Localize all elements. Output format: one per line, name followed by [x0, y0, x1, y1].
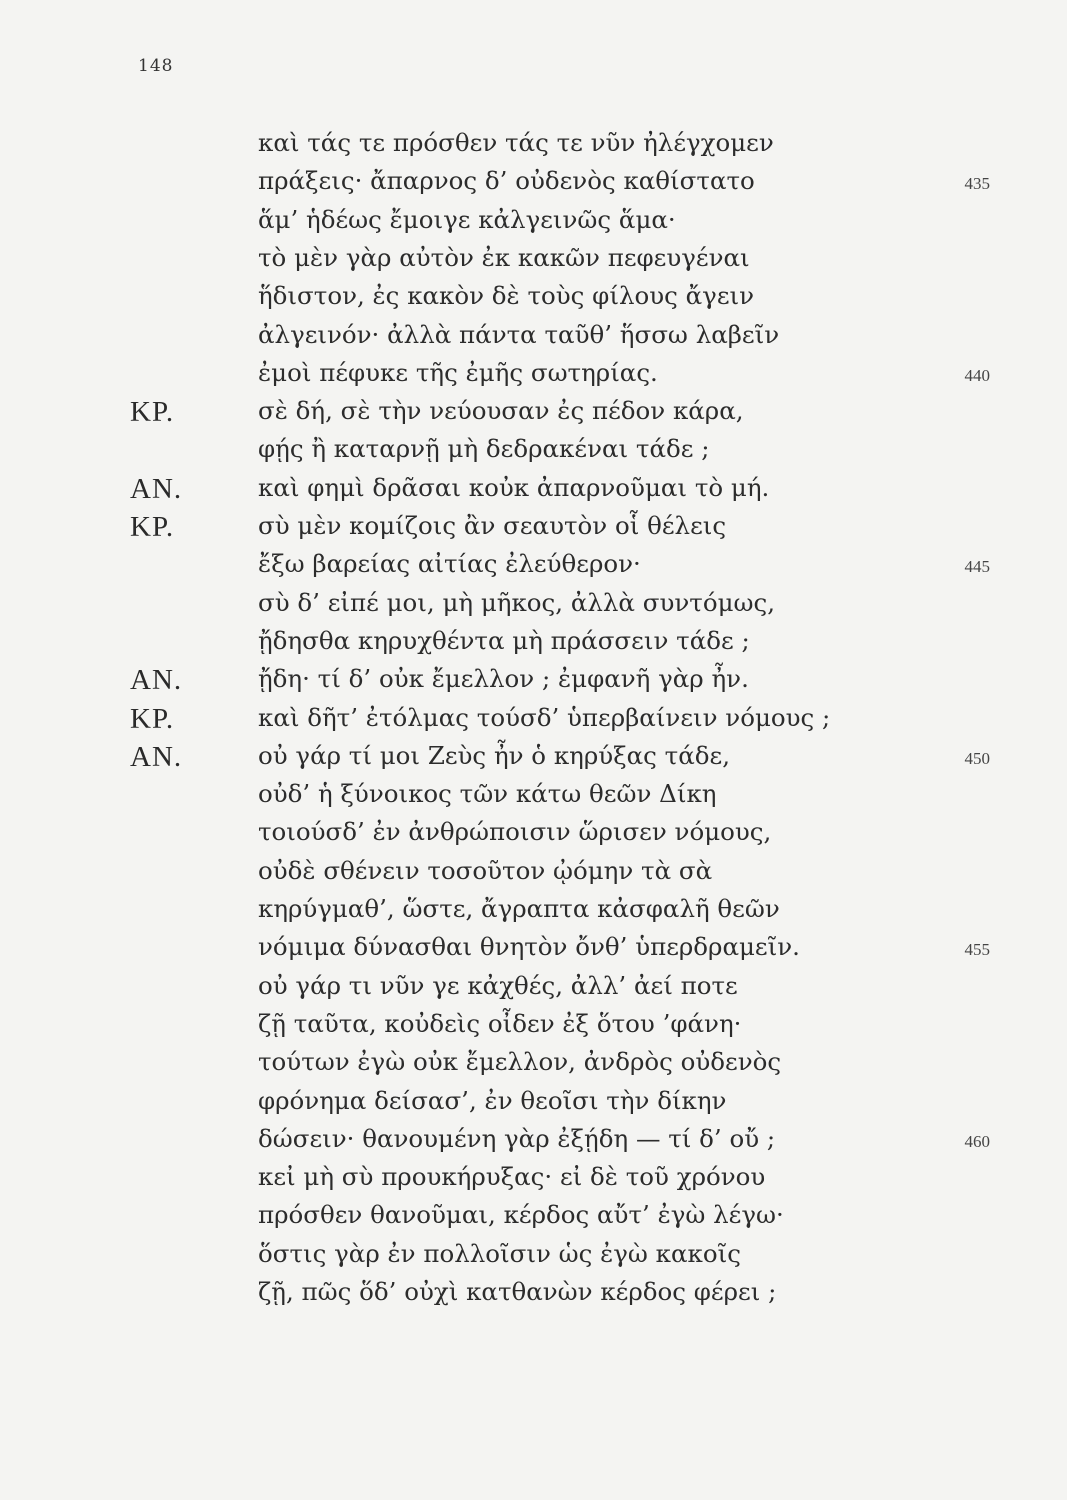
speaker-label: ΚΡ.	[130, 511, 175, 543]
verse-text: καὶ τάς τε πρόσθεν τάς τε νῦν ἠλέγχομεν	[258, 128, 774, 157]
verse-line	[0, 320, 1067, 360]
verse-line	[0, 128, 1067, 168]
verse-line	[0, 703, 1067, 743]
verse-line	[0, 396, 1067, 436]
verse-line	[0, 205, 1067, 245]
verse-text: ὅστις γὰρ ἐν πολλοῖσιν ὡς ἐγὼ κακοῖς	[258, 1238, 741, 1268]
verse-text: καὶ δῆτ’ ἐτόλμας τούσδ’ ὑπερβαίνειν νόμους ;	[258, 702, 831, 732]
verse-line	[0, 166, 1067, 206]
verse-text: οὐ γάρ τι νῦν γε κἀχθές, ἀλλ’ ἀεί ποτε	[258, 970, 738, 1000]
verse-line	[0, 1124, 1067, 1164]
verse-text: σὺ μὲν κομίζοις ἂν σεαυτὸν οἷ θέλεις	[258, 511, 727, 540]
line-number: 450	[964, 748, 990, 768]
verse-line	[0, 1047, 1067, 1087]
verse-line	[0, 1239, 1067, 1279]
verse-text: ἐμοὶ πέφυκε τῆς ἐμῆς σωτηρίας.	[258, 357, 658, 387]
verse-text: ἀλγεινόν· ἀλλὰ πάντα ταῦθ’ ἥσσω λαβεῖν	[258, 319, 780, 349]
verse-text: ἔξω βαρείας αἰτίας ἐλεύθερον·	[258, 549, 641, 579]
verse-line	[0, 1086, 1067, 1126]
verse-text: οὐδ’ ἡ ξύνοικος τῶν κάτω θεῶν Δίκη	[258, 779, 717, 809]
line-number: 460	[964, 1131, 990, 1151]
verse-line	[0, 1200, 1067, 1240]
verse-line	[0, 434, 1067, 474]
speaker-label: ΑΝ.	[130, 664, 183, 697]
verse-line	[0, 473, 1067, 513]
line-number: 455	[964, 940, 990, 960]
verse-text: ᾔδησθα κηρυχθέντα μὴ πράσσειν τάδε ;	[258, 625, 750, 655]
verse-text: δώσειν· θανουμένη γὰρ ἐξῄδη — τί δ’ οὔ ;	[258, 1123, 776, 1153]
line-number: 440	[964, 365, 990, 385]
verse-text: σὺ δ’ εἰπέ μοι, μὴ μῆκος, ἀλλὰ συντόμως,	[258, 587, 775, 617]
speaker-label: ΑΝ.	[130, 740, 183, 773]
verse-line	[0, 588, 1067, 628]
verse-line	[0, 1009, 1067, 1049]
page-number: 148	[138, 56, 174, 76]
speaker-label: ΚΡ.	[130, 702, 175, 735]
verse-text: ἥδιστον, ἐς κακὸν δὲ τοὺς φίλους ἄγειν	[258, 281, 755, 311]
verse-line	[0, 664, 1067, 704]
verse-text: ζῇ ταῦτα, κοὐδεὶς οἶδεν ἐξ ὅτου ’φάνη·	[258, 1008, 742, 1038]
verse-text: ᾔδη· τί δ’ οὐκ ἔμελλον ; ἐμφανῆ γὰρ ἦν.	[258, 664, 749, 694]
verse-line	[0, 971, 1067, 1011]
verse-line	[0, 358, 1067, 398]
speaker-label: ΚΡ.	[130, 396, 175, 429]
verse-text: σὲ δή, σὲ τὴν νεύουσαν ἐς πέδον κάρα,	[258, 396, 744, 426]
verse-text: ἅμ’ ἡδέως ἔμοιγε κἀλγεινῶς ἅμα·	[258, 204, 676, 234]
verse-line	[0, 549, 1067, 589]
verse-text: τοιούσδ’ ἐν ἀνθρώποισιν ὥρισεν νόμους,	[258, 817, 772, 847]
verse-line	[0, 741, 1067, 781]
verse-line	[0, 856, 1067, 896]
verse-text: πράξεις· ἄπαρνος δ’ οὐδενὸς καθίστατο	[258, 166, 755, 196]
line-number: 435	[964, 174, 990, 194]
verse-text: νόμιμα δύνασθαι θνητὸν ὄνθ’ ὑπερδραμεῖν.	[258, 932, 800, 962]
verse-line	[0, 1162, 1067, 1202]
verse-line	[0, 511, 1067, 551]
verse-line	[0, 894, 1067, 934]
verse-text: φῄς ἢ καταρνῇ μὴ δεδρακέναι τάδε ;	[258, 434, 710, 464]
verse-text: οὐδὲ σθένειν τοσοῦτον ᾠόμην τὰ σὰ	[258, 855, 713, 885]
speaker-label: ΑΝ.	[130, 472, 183, 505]
verse-line	[0, 243, 1067, 283]
verse-line	[0, 779, 1067, 819]
verse-text: οὐ γάρ τί μοι Ζεὺς ἦν ὁ κηρύξας τάδε,	[258, 740, 731, 770]
verse-text: τούτων ἐγὼ οὐκ ἔμελλον, ἀνδρὸς οὐδενὸς	[258, 1047, 782, 1077]
verse-text: πρόσθεν θανοῦμαι, κέρδος αὔτ’ ἐγὼ λέγω·	[258, 1200, 784, 1230]
verse-text: φρόνημα δείσασ’, ἐν θεοῖσι τὴν δίκην	[258, 1085, 727, 1115]
verse-line	[0, 626, 1067, 666]
verse-text: τὸ μὲν γὰρ αὐτὸν ἐκ κακῶν πεφευγέναι	[258, 242, 750, 272]
verse-line	[0, 932, 1067, 972]
verse-text: κηρύγμαθ’, ὥστε, ἄγραπτα κἀσφαλῆ θεῶν	[258, 894, 780, 923]
verse-line	[0, 1277, 1067, 1317]
verse-line	[0, 281, 1067, 321]
line-number: 445	[964, 557, 990, 577]
verse-line	[0, 817, 1067, 857]
verse-text: ζῇ, πῶς ὅδ’ οὐχὶ κατθανὼν κέρδος φέρει ;	[258, 1277, 777, 1306]
verse-text: καὶ φημὶ δρᾶσαι κοὐκ ἀπαρνοῦμαι τὸ μή.	[258, 472, 770, 502]
verse-text: κεἰ μὴ σὺ προυκήρυξας· εἰ δὲ τοῦ χρόνου	[258, 1162, 766, 1192]
